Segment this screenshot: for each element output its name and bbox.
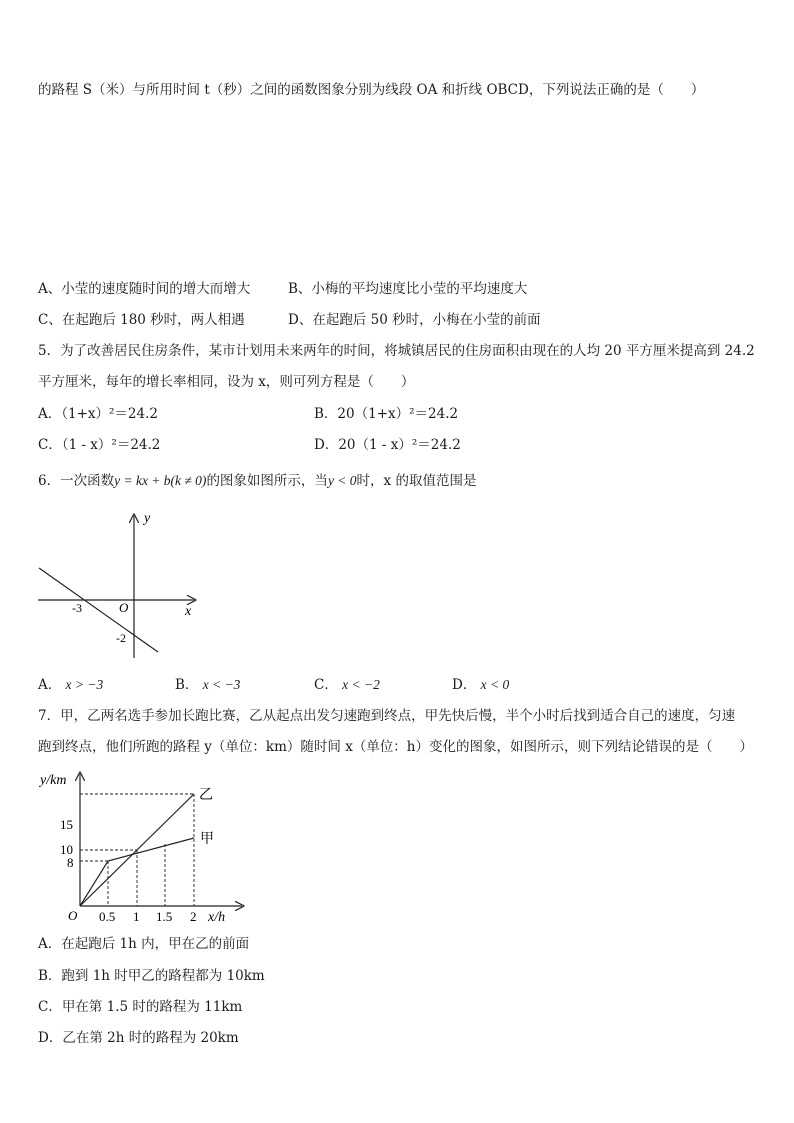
q5-stem-line2: 平方厘米，每年的增长率相同，设为 x，则可列方程是（ ） <box>38 374 415 390</box>
q6-option-c <box>314 675 380 695</box>
q7-y-label: y/km <box>40 773 67 788</box>
q6-option-b-math: x < −3 <box>202 677 241 692</box>
q6-x-intercept-label: -3 <box>72 601 82 615</box>
q7-y-tick-15: 15 <box>60 817 73 832</box>
q6-option-a-letter: A． <box>38 677 62 693</box>
q7-y-tick-8: 8 <box>67 855 74 870</box>
q5-option-a: A．（1+x）²＝24.2 <box>38 406 158 422</box>
q7-option-c: C．甲在第 1.5 时的路程为 11km <box>38 999 243 1015</box>
q7-option-d: D．乙在第 2h 时的路程为 20km <box>38 1030 239 1046</box>
q7-distance-time-graph <box>36 768 246 928</box>
q6-function-line <box>39 568 158 652</box>
q6-stem-formula: y = kx + b(k ≠ 0) <box>114 473 207 488</box>
q7-option-a: A．在起跑后 1h 内，甲在乙的前面 <box>38 936 250 952</box>
q6-y-intercept-label: -2 <box>116 631 126 645</box>
q4-option-c: C、在起跑后 180 秒时，两人相遇 <box>38 312 245 328</box>
q6-linear-function-graph <box>30 508 205 666</box>
q6-option-b <box>175 675 240 695</box>
q7-x-tick-15: 1.5 <box>156 909 173 924</box>
q6-option-d-math: x < 0 <box>480 677 510 692</box>
q6-option-a <box>38 675 103 695</box>
q7-x-label: x/h <box>208 910 226 925</box>
q6-option-b-letter: B． <box>175 677 199 693</box>
q6-option-a-math: x > −3 <box>65 677 104 692</box>
q6-stem-mid: 的图象如图所示，当 <box>206 473 328 489</box>
q5-option-b: B．20（1+x）²＝24.2 <box>314 406 459 422</box>
q7-origin-label: O <box>68 908 78 923</box>
q7-series-yi-label: 乙 <box>199 788 213 803</box>
q6-stem-suffix: 时，x 的取值范围是 <box>356 473 477 489</box>
q4-stem: 的路程 S（米）与所用时间 t（秒）之间的函数图象分别为线段 OA 和折线 OBCD，下列说法正确的是（ ） <box>38 82 705 98</box>
q4-option-d: D、在起跑后 50 秒时，小梅在小莹的前面 <box>288 312 541 328</box>
q6-option-d-letter: D． <box>452 677 477 693</box>
q6-stem-condition: y < 0 <box>327 473 357 488</box>
q4-option-a: A、小莹的速度随时间的增大而增大 <box>38 281 251 297</box>
q6-origin-label: O <box>119 600 129 615</box>
q7-stem-line2: 跑到终点，他们所跑的路程 y（单位：km）随时间 x（单位：h）变化的图象，如图所示，则下列结论错误的是（ ） <box>38 739 753 755</box>
q4-option-b: B、小梅的平均速度比小莹的平均速度大 <box>288 281 528 297</box>
q5-stem-line1: 5．为了改善居民住房条件，某市计划用未来两年的时间，将城镇居民的住房面积由现在的人均 20 平方厘米提高到 24.2 <box>38 343 755 359</box>
q6-option-c-letter: C． <box>314 677 338 693</box>
q6-option-d <box>452 675 509 695</box>
q5-option-d: D．20（1 - x）²＝24.2 <box>314 437 461 453</box>
q7-option-b: B．跑到 1h 时甲乙的路程都为 10km <box>38 968 265 984</box>
q7-x-tick-05: 0.5 <box>99 909 116 924</box>
q7-y-tick-10: 10 <box>60 842 73 857</box>
q7-stem-line1: 7．甲，乙两名选手参加长跑比赛，乙从起点出发匀速跑到终点，甲先快后慢，半个小时后找到适合自己的速度，匀速 <box>38 708 736 724</box>
q7-series-jia-label: 甲 <box>200 832 214 847</box>
q5-option-c: C．（1 - x）²＝24.2 <box>38 437 161 453</box>
q7-x-tick-1: 1 <box>133 909 140 924</box>
q7-x-tick-2: 2 <box>190 909 197 924</box>
q6-option-c-math: x < −2 <box>342 677 380 692</box>
q6-stem-prefix: 6．一次函数 <box>38 473 115 489</box>
q6-y-label: y <box>144 511 151 526</box>
q6-x-label: x <box>185 604 192 619</box>
q6-stem <box>38 471 476 491</box>
